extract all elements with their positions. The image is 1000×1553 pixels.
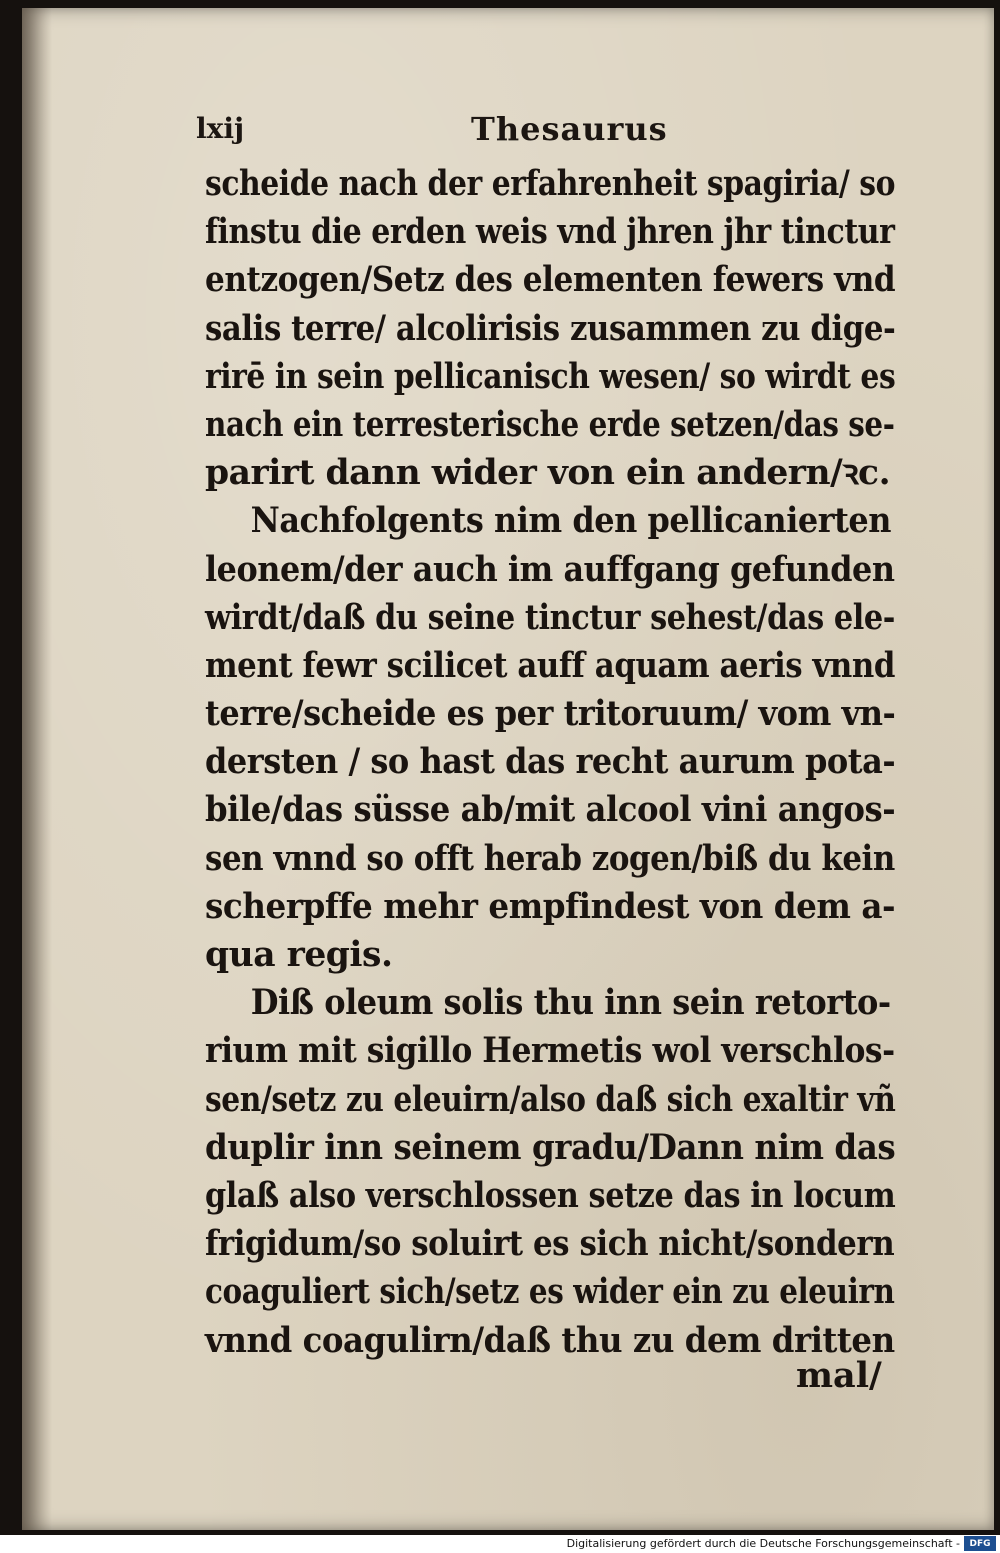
text-line: nach ein terresterische erde setzen/das se- <box>205 403 895 445</box>
text-line: dersten / so hast das recht aurum pota- <box>205 741 896 783</box>
footer-bar <box>0 1535 1000 1553</box>
text-line: salis terre/ alcolirisis zusammen zu dige- <box>205 307 896 349</box>
text-line: glaß also verschlossen setze das in locum <box>205 1174 896 1216</box>
text-line: scherpffe mehr empfindest von dem a- <box>205 885 896 927</box>
text-line: entzogen/Setz des elementen fewers vnd <box>205 259 896 301</box>
text-line: scheide nach der erfahrenheit spagiria/ so <box>205 163 896 204</box>
text-line: terre/scheide es per tritoruum/ vom vn- <box>205 693 896 735</box>
text-line: frigidum/so soluirt es sich nicht/sondern <box>205 1223 895 1265</box>
text-line: rirē in sein pellicanisch wesen/ so wirdt es <box>205 355 896 397</box>
text-line: sen/setz zu eleuirn/also daß sich exaltir vñ <box>205 1078 896 1120</box>
dfg-logo: DFG <box>964 1536 996 1551</box>
text-line: vnnd coagulirn/daß thu zu dem dritten <box>205 1319 895 1361</box>
folio-number: lxij <box>196 112 245 145</box>
text-line: ment fewr scilicet auff aquam aeris vnnd <box>205 644 896 686</box>
page-header <box>196 108 696 158</box>
text-line: rium mit sigillo Hermetis wol verschlos- <box>205 1030 895 1072</box>
text-line: bile/das süsse ab/mit alcool vini angos- <box>205 789 896 831</box>
text-line: qua regis. <box>205 934 393 975</box>
page-gutter-shadow <box>22 8 52 1530</box>
text-line: Diß oleum solis thu inn sein retorto- <box>250 982 891 1024</box>
body-text <box>205 160 905 1365</box>
text-line: finstu die erden weis vnd jhren jhr tinctur <box>205 211 895 253</box>
text-line: leonem/der auch im auffgang gefunden <box>205 548 895 590</box>
digitization-credit: Digitalisierung gefördert durch die Deutsche Forschungsgemeinschaft - <box>566 1537 960 1550</box>
text-line: duplir inn seinem gradu/Dann nim das <box>205 1126 896 1168</box>
text-line: coaguliert sich/setz es wider ein zu eleuirn <box>205 1271 895 1313</box>
text-line: sen vnnd so offt herab zogen/biß du kein <box>205 837 895 879</box>
catchword: mal/ <box>796 1355 882 1396</box>
running-title: Thesaurus <box>471 110 668 148</box>
text-line: wirdt/daß du seine tinctur sehest/das ele- <box>205 596 895 638</box>
text-line: parirt dann wider von ein andern/ꝛc. <box>205 452 891 494</box>
text-line: Nachfolgents nim den pellicanierten <box>250 500 891 542</box>
